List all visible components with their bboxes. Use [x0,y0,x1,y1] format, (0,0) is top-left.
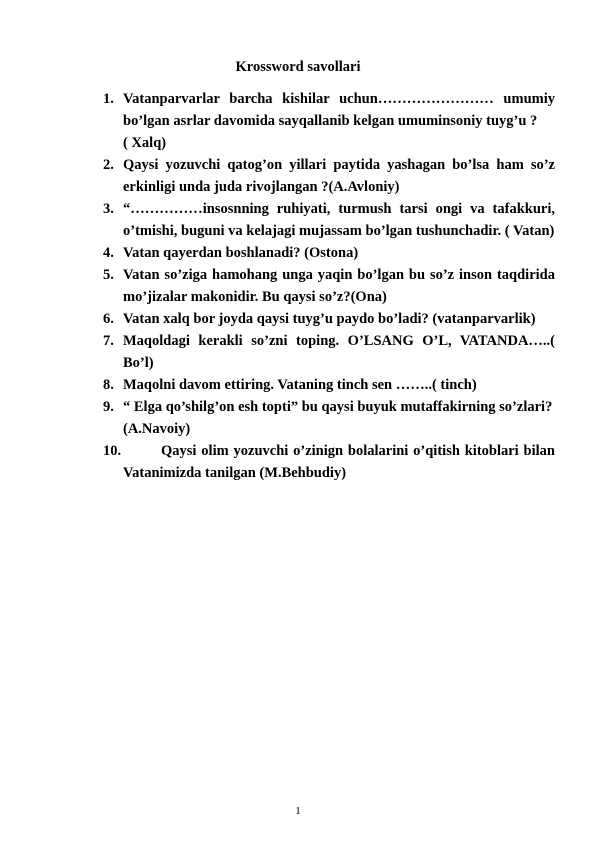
question-number: 10. [103,443,122,459]
question-number: 6. [103,311,114,327]
question-text: “……………insosnning ruhiyati, turmush tarsi ongi va tafakkuri, o’tmishi, buguni va kelajagi mujassam bo’lgan tushunchadir. ( Vatan) [123,201,555,239]
question-item-6 [103,308,555,330]
question-number: 4. [103,245,114,261]
question-number: 3. [103,201,114,217]
question-text: Vatanparvarlar barcha kishilar uchun…………………… umumiy bo’lgan asrlar davomida sayqallanib kelgan umuminsoniy tuyg’u ? [123,91,555,129]
question-number: 9. [103,399,114,415]
question-text: Qaysi olim yozuvchi o’zinign bolalarini o’qitish kitoblari bilan Vatanimizda tanilgan (M.Behbudiy) [123,443,555,481]
question-list [103,88,555,484]
question-number: 2. [103,157,114,173]
question-text: Maqolni davom ettiring. Vataning tinch sen ……..( tinch) [123,377,477,393]
question-item-10 [103,440,555,484]
question-item-2 [103,154,555,198]
question-text: “ Elga qo’shilg’on esh topti” bu qaysi buyuk mutaffakirning so’zlari? [123,399,553,415]
question-text: Vatan qayerdan boshlanadi? (Ostona) [123,245,359,261]
question-item-3 [103,198,555,242]
question-item-4 [103,242,555,264]
question-answer: (A.Navoiy) [123,421,191,437]
question-text: Qaysi yozuvchi qatog’on yillari paytida yashagan bo’lsa ham so’z erkinligi unda juda rivojlangan ?(A.Avloniy) [123,157,555,195]
question-number: 5. [103,267,114,283]
question-number: 7. [103,333,114,349]
question-text: Maqoldagi kerakli so’zni toping. O’LSANG O’L, VATANDA…..( Bo’l) [123,333,555,371]
question-item-1 [103,88,555,154]
question-text: Vatan xalq bor joyda qaysi tuyg’u paydo bo’ladi? (vatanparvarlik) [123,311,536,327]
question-item-9 [103,396,555,440]
question-item-7 [103,330,555,374]
question-item-5 [103,264,555,308]
question-number: 8. [103,377,114,393]
question-text: Vatan so’ziga hamohang unga yaqin bo’lgan bu so’z inson taqdirida mo’jizalar makonidir. Bu qaysi so’z?(Ona) [123,267,555,305]
question-item-8 [103,374,555,396]
question-number: 1. [103,91,114,107]
document-title: Krossword savollari [235,59,361,75]
page-number: 1 [295,805,301,817]
question-answer: ( Xalq) [123,135,167,151]
